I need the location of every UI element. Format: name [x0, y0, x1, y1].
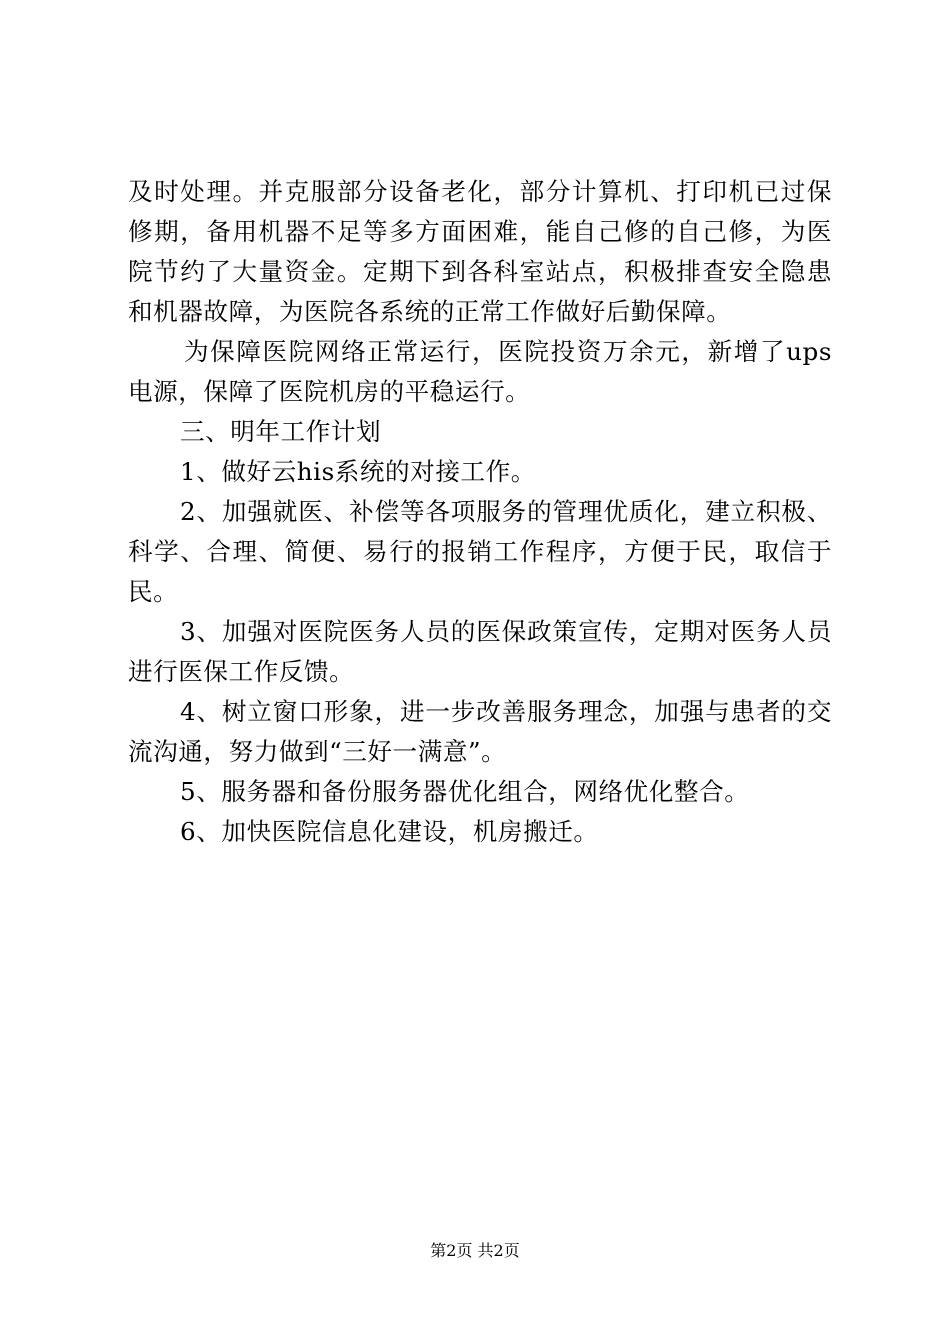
plan-item-6: 6、加快医院信息化建设，机房搬迁。: [180, 817, 599, 846]
plan-item-4: 4、树立窗口形象，进一步改善服务理念，加强与患者的交流沟通，努力做到“三好一满意”。: [128, 697, 832, 766]
paragraph-ups-power: 为保障医院网络正常运行，医院投资万余元，新增了ups电源，保障了医院机房的平稳运行。: [128, 337, 832, 406]
plan-item-1: 1、做好云his系统的对接工作。: [180, 457, 536, 486]
page-footer: 第2页 共2页: [430, 1241, 520, 1260]
plan-item-5: 5、服务器和备份服务器优化组合，网络优化整合。: [180, 777, 750, 806]
paragraph-continuation: 及时处理。并克服部分设备老化，部分计算机、打印机已过保修期，备用机器不足等多方面困难，能自己修的自己修，为医院节约了大量资金。定期下到各科室站点，积极排查安全隐患和机器故障，为医院各系统的正常工作做好后勤保障。: [128, 177, 832, 326]
plan-item-2: 2、加强就医、补偿等各项服务的管理优质化，建立积极、科学、合理、简便、易行的报销工作程序，方便于民，取信于民。: [128, 497, 832, 606]
document-body: [128, 172, 832, 852]
section-heading-next-year-plan: 三、明年工作计划: [180, 417, 382, 446]
plan-item-3: 3、加强对医院医务人员的医保政策宣传，定期对医务人员进行医保工作反馈。: [128, 617, 832, 686]
